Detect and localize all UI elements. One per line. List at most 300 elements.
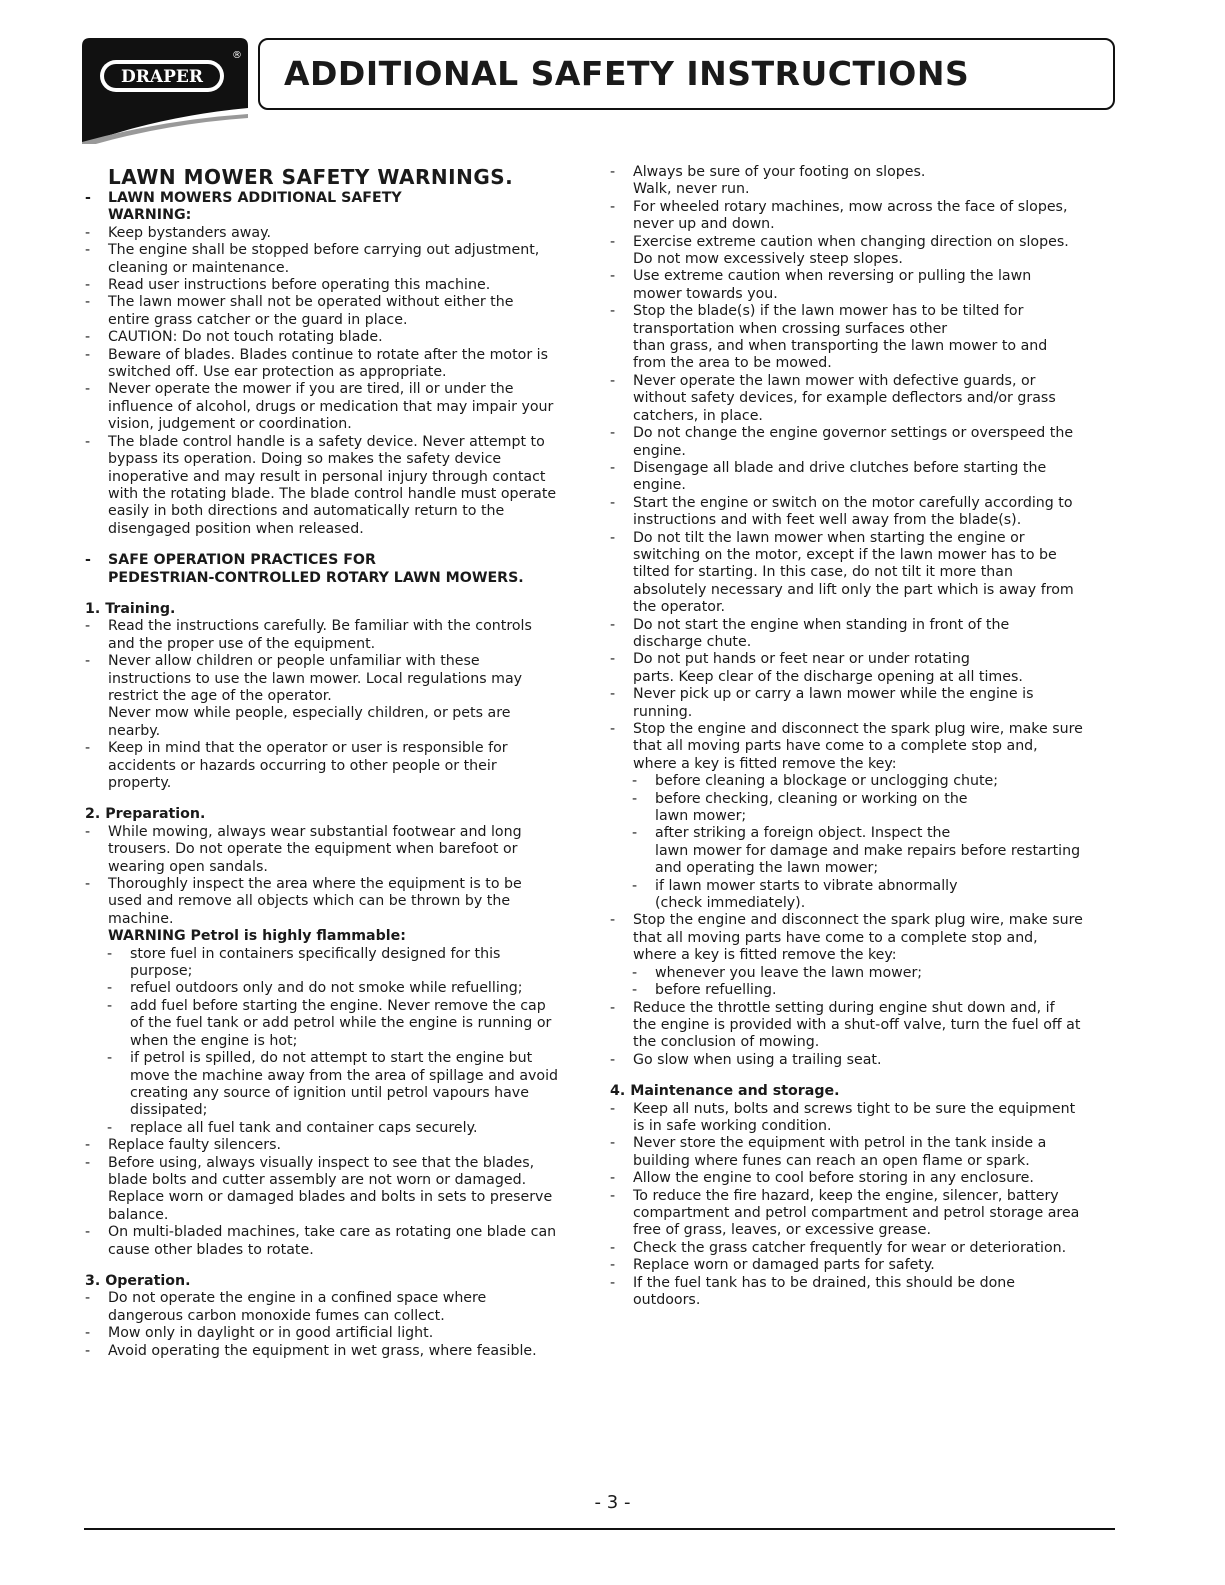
text-line: parts. Keep clear of the discharge opening at all times. [633,668,1023,685]
warning-note [85,928,595,945]
text-line: Do not tilt the lawn mower when starting the engine or [633,529,1025,546]
list-item [85,1224,595,1259]
text-line: Avoid operating the equipment in wet grass, where feasible. [108,1342,537,1359]
text-line: property. [108,775,172,791]
list-item [85,242,595,277]
bullet-dash: - [85,294,91,311]
text-line: The engine shall be stopped before carrying out adjustment, [108,242,540,259]
text-line: if lawn mower starts to vibrate abnormally [655,877,958,894]
list-item [610,1188,1120,1240]
page-number: - 3 - [594,1492,631,1513]
text-line: instructions and with feet well away from the blade(s). [633,512,1022,529]
text-line: without safety devices, for example deflectors and/or grass [633,390,1056,407]
sub-list-item [610,825,1120,877]
item-text [85,1343,595,1360]
text-line: before refuelling. [655,982,777,999]
text-line: cleaning or maintenance. [108,259,290,276]
list-item [85,277,595,294]
list-item [85,329,595,346]
list-item [610,912,1120,964]
item-text [85,980,595,997]
bullet-dash: - [610,268,616,285]
item-text [610,617,1120,652]
item-text [610,965,1120,982]
numbered-heading [85,792,595,823]
text-line: dangerous carbon monoxide fumes can collect. [108,1307,445,1324]
bullet-dash: - [610,164,616,180]
item-text [610,425,1120,460]
item-text [85,1290,595,1325]
text-line: the conclusion of mowing. [633,1034,820,1051]
bullet-dash: - [610,372,616,389]
bullet-dash: - [632,964,638,981]
item-text [85,1137,595,1154]
text-line: PEDESTRIAN-CONTROLLED ROTARY LAWN MOWERS. [108,569,524,586]
text-line: catchers, in place. [633,407,763,424]
text-line: For wheeled rotary machines, mow across the face of slopes, [633,198,1068,215]
text-line: Never operate the lawn mower with defective guards, or [633,372,1036,389]
text-line: Never store the equipment with petrol in the tank inside a [633,1135,1047,1152]
item-text [610,234,1120,269]
item-text [610,460,1120,495]
text-line: inoperative and may result in personal injury through contact [108,468,546,485]
footer-rule [84,1528,1115,1530]
text-line: While mowing, always wear substantial footwear and long [108,823,522,840]
bullet-dash: - [632,982,638,999]
list-item [610,1240,1120,1257]
bullet-dash: - [85,876,91,893]
list-item [610,530,1120,617]
text-line: LAWN MOWER SAFETY WARNINGS. [108,165,514,189]
text-line: Go slow when using a trailing seat. [633,1051,882,1068]
item-text [85,618,595,653]
item-text [610,199,1120,234]
sub-list-item [610,982,1120,999]
bullet-dash: - [85,346,91,363]
bullet-dash: - [85,224,91,241]
text-line: than grass, and when transporting the lawn mower to and [633,338,1048,355]
text-line: engine. [633,477,686,494]
item-text [85,998,595,1050]
text-line: Do not change the engine governor settings or overspeed the [633,425,1074,442]
text-line: 4. Maintenance and storage. [610,1083,840,1100]
text-line: lawn mower; [655,808,747,825]
list-item [85,740,595,792]
sub-list-item [85,946,595,981]
item-text [610,164,1120,199]
list-item [610,199,1120,234]
sub-list-item [85,980,595,997]
bullet-dash: - [610,459,616,476]
bullet-dash: - [85,433,91,450]
text-line: nearby. [108,722,161,739]
bullet-dash: - [610,425,616,442]
text-line: absolutely necessary and lift only the part which is away from [633,581,1074,598]
bullet-dash: - [610,494,616,511]
text-line: balance. [108,1206,169,1223]
text-line: store fuel in containers specifically designed for this [130,945,501,962]
item-text [610,1135,1120,1170]
text-line: Disengage all blade and drive clutches before starting the [633,459,1047,476]
item-text [85,1325,595,1342]
bullet-dash: - [85,653,91,670]
bullet-dash: - [610,303,616,320]
bullet-dash: - [610,999,616,1016]
bullet-dash: - [632,773,638,790]
text-line: that all moving parts have come to a complete stop and, [633,738,1038,755]
text-line: mower towards you. [633,285,778,302]
item-text [85,1050,595,1120]
item-text [610,686,1120,721]
item-text [85,294,595,329]
text-line: where a key is fitted remove the key: [633,947,897,964]
text-line: Never allow children or people unfamiliar with these [108,653,480,670]
right-column [610,164,1120,1309]
text-line: is in safe working condition. [633,1117,832,1134]
item-text [610,1052,1120,1069]
list-item [85,1290,595,1325]
bullet-dash: - [610,1051,616,1068]
text-line: Beware of blades. Blades continue to rotate after the motor is [108,346,548,363]
item-text [610,791,1120,826]
item-text [85,434,595,538]
bullet-dash: - [107,1119,113,1136]
item-text [85,824,595,876]
bullet-dash: - [85,740,91,757]
bullet-dash: - [610,1187,616,1204]
list-item [85,824,595,876]
text-line: the engine is provided with a shut-off valve, turn the fuel off at [633,1016,1081,1033]
text-line: move the machine away from the area of spillage and avoid [130,1067,559,1084]
bullet-dash: - [85,1224,91,1241]
item-text [610,1257,1120,1274]
bullet-dash: - [610,616,616,633]
list-item [85,434,595,538]
bullet-dash: - [610,1257,616,1274]
text-line: whenever you leave the lawn mower; [655,964,923,981]
list-item [85,876,595,928]
item-text [85,1120,595,1137]
sub-list-item [610,965,1120,982]
text-line: Always be sure of your footing on slopes. [633,164,926,180]
text-line: never up and down. [633,216,775,233]
text-line: WARNING: [108,207,192,224]
bullet-dash: - [632,825,638,842]
bullet-dash: - [85,277,91,294]
bullet-dash: - [610,1135,616,1152]
text-line: accidents or hazards occurring to other people or their [108,757,497,774]
item-text [85,876,595,928]
text-line: bypass its operation. Doing so makes the safety device [108,451,502,468]
text-line: CAUTION: Do not touch rotating blade. [108,329,383,346]
bullet-dash: - [610,912,616,929]
text-line: Never operate the mower if you are tired, ill or under the [108,381,514,398]
text-line: influence of alcohol, drugs or medication that may impair your [108,398,554,415]
text-line: free of grass, leaves, or excessive grease. [633,1222,932,1239]
text-line: Replace worn or damaged blades and bolts in sets to preserve [108,1189,553,1206]
text-line: refuel outdoors only and do not smoke while refuelling; [130,980,523,997]
text-line: Never mow while people, especially children, or pets are [108,705,511,722]
text-line: Read user instructions before operating this machine. [108,277,491,294]
text-line: after striking a foreign object. Inspect the [655,825,951,842]
item-text [85,946,595,981]
text-line: before cleaning a blockage or unclogging chute; [655,773,999,790]
left-column [85,164,595,1360]
text-line: that all moving parts have come to a complete stop and, [633,929,1038,946]
text-line: (check immediately). [655,895,806,912]
bullet-dash: - [107,980,113,997]
text-line: add fuel before starting the engine. Never remove the cap [130,997,546,1014]
text-line: Stop the engine and disconnect the spark plug wire, make sure [633,912,1083,929]
bullet-dash: - [85,1325,91,1342]
text-line: Replace faulty silencers. [108,1137,281,1154]
list-item [85,618,595,653]
list-item [85,190,595,225]
item-text [85,381,595,433]
item-text [610,651,1120,686]
item-text [85,1155,595,1225]
bullet-dash: - [85,381,91,398]
list-item [610,1101,1120,1136]
list-item [85,552,595,587]
bullet-dash: - [610,198,616,215]
text-line: outdoors. [633,1292,701,1308]
text-line: dissipated; [130,1102,208,1119]
item-text [610,1170,1120,1187]
bullet-dash: - [85,618,91,635]
list-item [610,495,1120,530]
bullet-dash: - [85,1154,91,1171]
list-item [85,1343,595,1360]
svg-text:®: ® [232,50,242,61]
bullet-dash: - [610,1239,616,1256]
bullet-dash: - [610,1170,616,1187]
list-item [85,381,595,433]
text-line: lawn mower for damage and make repairs before restarting [655,842,1081,859]
bullet-dash: - [85,1342,91,1359]
bullet-dash: - [107,997,113,1014]
text-line: Do not operate the engine in a confined space where [108,1290,487,1307]
item-text [610,303,1120,373]
bullet-dash: - [610,686,616,703]
item-text [610,982,1120,999]
text-line: Keep bystanders away. [108,224,271,241]
list-item [610,1052,1120,1069]
list-item [610,721,1120,773]
text-line: disengaged position when released. [108,520,364,537]
list-item [610,164,1120,199]
item-text [610,1240,1120,1257]
list-item [610,1135,1120,1170]
bullet-dash: - [610,1274,616,1291]
text-line: easily in both directions and automatically return to the [108,503,505,520]
item-text [610,495,1120,530]
sub-list-item [85,1120,595,1137]
text-line: Keep in mind that the operator or user is responsible for [108,740,508,757]
item-text [610,721,1120,773]
text-line: Do not start the engine when standing in front of the [633,616,1010,633]
bullet-dash: - [85,823,91,840]
list-item [85,294,595,329]
bullet-dash: - [632,790,638,807]
text-line: Mow only in daylight or in good artificial light. [108,1325,434,1342]
bullet-dash: - [610,529,616,546]
sub-list-item [610,773,1120,790]
text-line: cause other blades to rotate. [108,1241,314,1258]
text-line: the operator. [633,599,726,616]
list-item [610,1257,1120,1274]
bullet-dash: - [610,233,616,250]
text-line: WARNING Petrol is highly flammable: [108,928,406,945]
text-line: switching on the motor, except if the lawn mower has to be [633,546,1057,563]
text-line: used and remove all objects which can be thrown by the [108,893,511,910]
item-text [85,225,595,242]
text-line: from the area to be mowed. [633,355,832,372]
item-text [610,268,1120,303]
item-text [85,242,595,277]
text-line: trousers. Do not operate the equipment when barefoot or [108,841,518,858]
text-line: entire grass catcher or the guard in place. [108,311,408,328]
text-line: creating any source of ignition until petrol vapours have [130,1084,529,1101]
text-line: switched off. Use ear protection as appropriate. [108,364,447,381]
draper-logo [82,38,248,144]
section-heading [85,164,595,190]
list-item [610,234,1120,269]
list-item [610,617,1120,652]
list-item [610,1170,1120,1187]
text-line: building where funes can reach an open flame or spark. [633,1152,1030,1169]
list-item [610,268,1120,303]
list-item [85,1155,595,1225]
text-line: Do not mow excessively steep slopes. [633,251,903,268]
bullet-dash: - [610,721,616,737]
list-item [85,1325,595,1342]
bullet-dash: - [107,945,113,962]
sub-list-item [85,1050,595,1120]
text-line: Keep all nuts, bolts and screws tight to be sure the equipment [633,1100,1076,1117]
list-item [85,347,595,382]
item-text [85,277,595,294]
item-text [610,530,1120,617]
list-item [85,653,595,740]
text-line: Thoroughly inspect the area where the equipment is to be [108,876,522,893]
text-line: 3. Operation. [85,1272,191,1289]
text-line: vision, judgement or coordination. [108,416,352,433]
text-line: if petrol is spilled, do not attempt to start the engine but [130,1050,533,1067]
text-line: Allow the engine to cool before storing in any enclosure. [633,1170,1034,1187]
bullet-dash: - [610,651,616,668]
item-text [610,912,1120,964]
text-line: blade bolts and cutter assembly are not worn or damaged. [108,1171,527,1188]
text-line: To reduce the fire hazard, keep the engine, silencer, battery [633,1187,1059,1204]
text-line: The lawn mower shall not be operated without either the [108,294,514,311]
text-line: running. [633,703,693,720]
text-line: SAFE OPERATION PRACTICES FOR [108,552,376,569]
list-item [610,1000,1120,1052]
text-line: replace all fuel tank and container caps securely. [130,1119,478,1136]
text-line: where a key is fitted remove the key: [633,755,897,772]
text-line: of the fuel tank or add petrol while the engine is running or [130,1015,552,1032]
text-line: Before using, always visually inspect to see that the blades, [108,1154,535,1171]
item-text [610,878,1120,913]
bullet-dash: - [85,1137,91,1154]
text-line: Use extreme caution when reversing or pulling the lawn [633,268,1032,285]
item-text [85,347,595,382]
item-text [610,773,1120,790]
bullet-dash: - [85,190,91,206]
text-line: purpose; [130,963,193,980]
numbered-heading [610,1069,1120,1100]
text-line: LAWN MOWERS ADDITIONAL SAFETY [108,190,402,206]
list-item [85,225,595,242]
text-line: discharge chute. [633,633,752,650]
text-line: 2. Preparation. [85,806,206,823]
text-line: Check the grass catcher frequently for wear or deterioration. [633,1239,1067,1256]
sub-list-item [85,998,595,1050]
bullet-dash: - [85,329,91,346]
text-line: If the fuel tank has to be drained, this should be done [633,1274,1015,1291]
text-line: Walk, never run. [633,181,750,198]
text-line: and the proper use of the equipment. [108,635,376,652]
text-line: The blade control handle is a safety device. Never attempt to [108,433,545,450]
title-box [258,38,1115,110]
bullet-dash: - [632,877,638,894]
spacer [85,538,595,552]
text-line: Do not put hands or feet near or under rotating [633,651,970,668]
bullet-dash: - [85,552,91,569]
list-item [610,1275,1120,1310]
text-line: and operating the lawn mower; [655,860,879,877]
item-text [85,1224,595,1259]
numbered-heading [85,1259,595,1290]
text-line: restrict the age of the operator. [108,687,332,704]
text-line: Replace worn or damaged parts for safety. [633,1257,935,1274]
list-item [610,425,1120,460]
text-line: On multi-bladed machines, take care as rotating one blade can [108,1224,557,1241]
sub-list-item [610,791,1120,826]
list-item [610,460,1120,495]
text-line: instructions to use the lawn mower. Local regulations may [108,670,523,687]
bullet-dash: - [610,1100,616,1117]
text-line: Never pick up or carry a lawn mower while the engine is [633,686,1034,703]
text-line: with the rotating blade. The blade control handle must operate [108,485,557,502]
text-line: Start the engine or switch on the motor carefully according to [633,494,1073,511]
item-text [85,653,595,740]
item-text [610,373,1120,425]
list-item [610,686,1120,721]
text-line: Exercise extreme caution when changing direction on slopes. [633,233,1069,250]
item-text [85,329,595,346]
item-text [85,552,595,587]
text-line: before checking, cleaning or working on the [655,790,968,807]
text-line: when the engine is hot; [130,1032,298,1049]
sub-list-item [610,878,1120,913]
bullet-dash: - [107,1050,113,1067]
text-line: 1. Training. [85,600,176,617]
item-text [610,1101,1120,1136]
item-text [610,1188,1120,1240]
item-text [610,1275,1120,1310]
list-item [610,303,1120,373]
list-item [610,651,1120,686]
list-item [610,373,1120,425]
text-line: Stop the engine and disconnect the spark plug wire, make sure [633,721,1083,737]
text-line: tilted for starting. In this case, do not tilt it more than [633,564,1013,581]
svg-text:DRAPER: DRAPER [121,67,203,87]
text-line: Read the instructions carefully. Be familiar with the controls [108,618,532,635]
list-item [85,1137,595,1154]
bullet-dash: - [85,1290,91,1307]
